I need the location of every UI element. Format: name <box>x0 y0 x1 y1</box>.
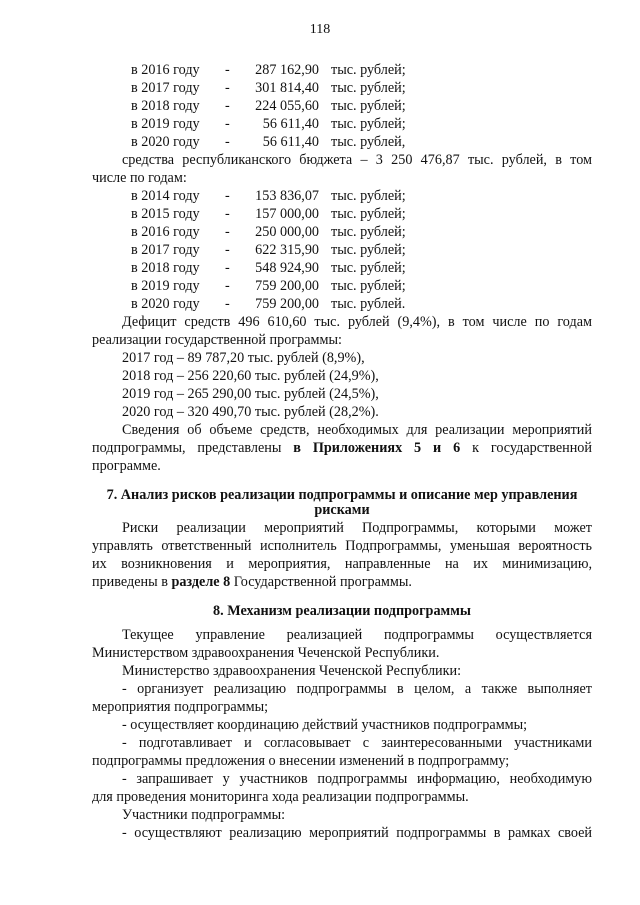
section-8-line: Участники подпрограммы: <box>122 807 286 823</box>
unit: тыс. рублей; <box>331 278 406 294</box>
deficit-year-line: 2019 год – 265 290,00 тыс. рублей (24,5%), <box>122 386 379 402</box>
amount: 301 814,40 <box>255 80 319 96</box>
year-label: в 2018 году <box>131 98 200 114</box>
info-line: Сведения об объеме средств, необходимых для реализации мероприятий <box>122 422 592 438</box>
year-label: в 2014 году <box>131 188 200 204</box>
year-label: в 2017 году <box>131 242 200 258</box>
info-text: подпрограммы, представлены <box>92 440 294 456</box>
section-title-line: 7. Анализ рисков реализации подпрограммы и описание мер управления <box>106 487 578 503</box>
section-7-line: Риски реализации мероприятий Подпрограммы, которыми может <box>122 520 592 536</box>
section-8-heading: 8. Механизм реализации подпрограммы <box>213 603 471 619</box>
dash: - <box>225 242 230 258</box>
year-label: в 2016 году <box>131 224 200 240</box>
amount: 250 000,00 <box>255 224 319 240</box>
dash: - <box>225 80 230 96</box>
dash: - <box>225 116 230 132</box>
year-label: в 2017 году <box>131 80 200 96</box>
amount: 759 200,00 <box>255 278 319 294</box>
section-8-line: - запрашивает у участников подпрограммы информацию, необходимую <box>122 771 592 787</box>
year-label: в 2019 году <box>131 116 200 132</box>
info-text: к государственной <box>460 440 592 456</box>
appendix-reference: в Приложениях 5 и 6 <box>293 440 461 456</box>
section-8-line: мероприятия подпрограммы; <box>92 699 269 715</box>
amount: 224 055,60 <box>255 98 319 114</box>
deficit-year-line: 2017 год – 89 787,20 тыс. рублей (8,9%), <box>122 350 365 366</box>
amount: 287 162,90 <box>255 62 319 78</box>
amount: 548 924,90 <box>255 260 319 276</box>
year-label: в 2020 году <box>131 134 200 150</box>
unit: тыс. рублей; <box>331 188 406 204</box>
dash: - <box>225 278 230 294</box>
info-line: программе. <box>92 458 161 474</box>
amount: 622 315,90 <box>255 242 319 258</box>
section-7-text: Государственной программы. <box>230 574 412 590</box>
year-label: в 2016 году <box>131 62 200 78</box>
section-8-line: Министерство здравоохранения Чеченской Республики: <box>122 663 462 679</box>
section-7-line <box>92 574 412 591</box>
page-number: 118 <box>309 22 331 37</box>
unit: тыс. рублей; <box>331 260 406 276</box>
unit: тыс. рублей. <box>331 296 406 312</box>
year-label: в 2015 году <box>131 206 200 222</box>
section-8-line: - осуществляет координацию действий участников подпрограммы; <box>122 717 528 733</box>
unit: тыс. рублей; <box>331 206 406 222</box>
unit: тыс. рублей; <box>331 80 406 96</box>
dash: - <box>225 98 230 114</box>
amount: 56 611,40 <box>262 116 319 132</box>
info-line <box>92 440 592 457</box>
amount: 759 200,00 <box>255 296 319 312</box>
section-7-line: их возникновения и мероприятия, направленные на их минимизацию, <box>92 556 592 572</box>
deficit-year-line: 2020 год – 320 490,70 тыс. рублей (28,2%). <box>122 404 379 420</box>
section-8-line: подпрограммы предложения о внесении изменений в подпрограмму; <box>92 753 510 769</box>
dash: - <box>225 188 230 204</box>
year-label: в 2019 году <box>131 278 200 294</box>
section-7-text: приведены в <box>92 574 172 590</box>
dash: - <box>225 134 230 150</box>
section-8-line: - организует реализацию подпрограммы в целом, а также выполняет <box>122 681 592 697</box>
republic-budget-line: числе по годам: <box>92 170 187 186</box>
unit: тыс. рублей; <box>331 224 406 240</box>
unit: тыс. рублей; <box>331 62 406 78</box>
year-label: в 2018 году <box>131 260 200 276</box>
republic-budget-line: средства республиканского бюджета – 3 250 476,87 тыс. рублей, в том <box>122 152 592 168</box>
unit: тыс. рублей, <box>331 134 406 150</box>
section-title-line: рисками <box>314 502 370 518</box>
deficit-line: реализации государственной программы: <box>92 332 342 348</box>
dash: - <box>225 260 230 276</box>
amount: 56 611,40 <box>262 134 319 150</box>
section-8-line: Министерством здравоохранения Чеченской Республики. <box>92 645 440 661</box>
section-8-line: - подготавливает и согласовывает с заинтересованными участниками <box>122 735 592 751</box>
dash: - <box>225 296 230 312</box>
unit: тыс. рублей; <box>331 116 406 132</box>
section-7-line: управлять ответственный исполнитель Подпрограммы, уменьшая вероятность <box>92 538 592 554</box>
section-8-line: Текущее управление реализацией подпрограммы осуществляется <box>122 627 592 643</box>
section-reference: разделе 8 <box>171 574 231 590</box>
year-label: в 2020 году <box>131 296 200 312</box>
dash: - <box>225 206 230 222</box>
unit: тыс. рублей; <box>331 242 406 258</box>
section-8-line: - осуществляют реализацию мероприятий подпрограммы в рамках своей <box>122 825 592 841</box>
dash: - <box>225 224 230 240</box>
amount: 153 836,07 <box>255 188 319 204</box>
dash: - <box>225 62 230 78</box>
section-7-heading <box>92 488 592 518</box>
section-8-line: для проведения мониторинга хода реализации подпрограммы. <box>92 789 469 805</box>
deficit-year-line: 2018 год – 256 220,60 тыс. рублей (24,9%), <box>122 368 379 384</box>
deficit-line: Дефицит средств 496 610,60 тыс. рублей (9,4%), в том числе по годам <box>122 314 592 330</box>
amount: 157 000,00 <box>255 206 319 222</box>
unit: тыс. рублей; <box>331 98 406 114</box>
